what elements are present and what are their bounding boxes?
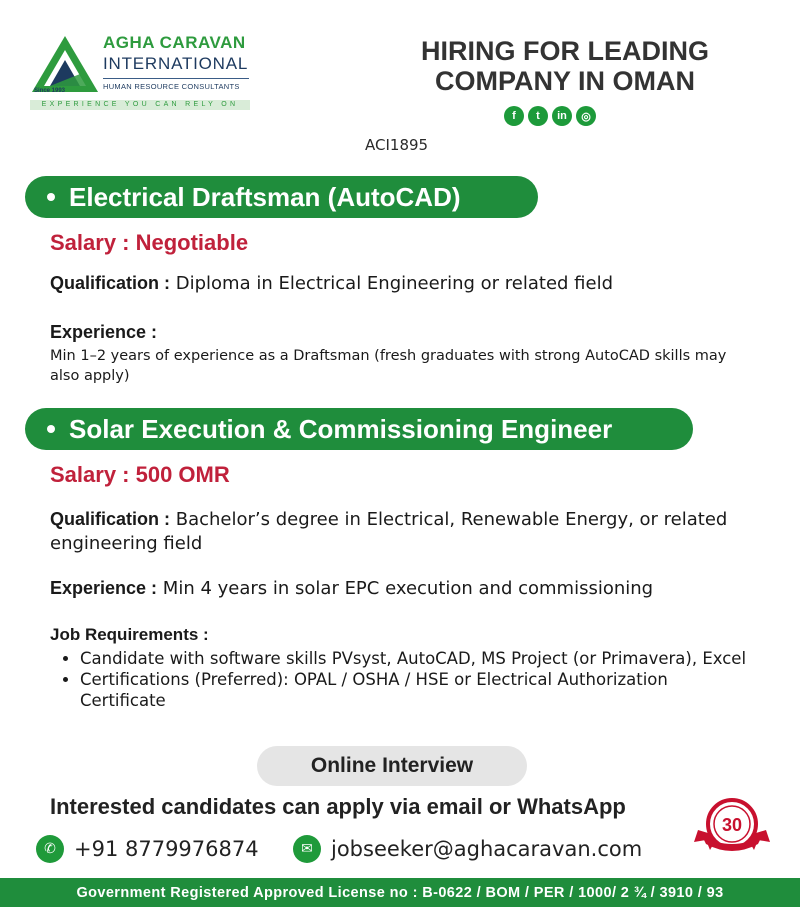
email-contact[interactable]: [293, 835, 642, 863]
title-line1: HIRING FOR LEADING: [421, 36, 709, 66]
job-qualification: [50, 271, 770, 296]
logo-name-line2: INTERNATIONAL: [103, 54, 249, 73]
interview-badge: Online Interview: [257, 746, 527, 786]
experience-label: Experience :: [50, 322, 158, 342]
twitter-icon[interactable]: t: [528, 106, 548, 126]
phone-number[interactable]: +91 8779976874: [74, 837, 259, 861]
company-logo-mark: [30, 34, 100, 96]
job-title-pill: [25, 408, 693, 450]
job-title: Solar Execution & Commissioning Engineer: [69, 413, 613, 444]
title-line2: COMPANY IN OMAN: [434, 66, 695, 96]
job-salary: Salary : Negotiable: [50, 230, 249, 255]
social-links: [504, 106, 596, 126]
phone-contact[interactable]: [36, 835, 259, 863]
qualification-text: Bachelor’s degree in Electrical, Renewable Energy, or related engineering field: [50, 509, 728, 554]
job-experience: [50, 576, 770, 601]
reference-code: ACI1895: [365, 136, 429, 154]
logo-since: Since 1993: [34, 88, 66, 94]
qualification-label: Qualification :: [50, 273, 171, 293]
anniversary-badge-icon: [692, 796, 772, 858]
list-item: • Certifications (Preferred): OPAL / OSHA / HSE or Electrical Authorization Certificate: [80, 669, 750, 711]
email-icon: ✉: [293, 835, 321, 863]
experience-text: Min 1–2 years of experience as a Draftsman (fresh graduates with strong AutoCAD skills may also apply): [50, 348, 727, 384]
badge-number: 30: [721, 815, 743, 835]
bullet-icon: [47, 193, 55, 201]
apply-instructions: Interested candidates can apply via email or WhatsApp: [50, 794, 626, 819]
job-title-pill: [25, 176, 538, 218]
email-address[interactable]: jobseeker@aghacaravan.com: [331, 837, 643, 861]
experience-text: Min 4 years in solar EPC execution and commissioning: [162, 578, 654, 599]
linkedin-icon[interactable]: in: [552, 106, 572, 126]
page-title: [360, 36, 770, 96]
whatsapp-icon: ✆: [36, 835, 64, 863]
qualification-label: Qualification :: [50, 509, 171, 529]
job-salary: Salary : 500 OMR: [50, 462, 230, 487]
list-item: • Candidate with software skills PVsyst, AutoCAD, MS Project (or Primavera), Excel: [80, 648, 750, 669]
logo-divider: [103, 78, 249, 79]
job-title: Electrical Draftsman (AutoCAD): [69, 181, 461, 212]
job-qualification: [50, 507, 762, 556]
requirements-list: [50, 648, 750, 711]
license-footer: Government Registered Approved License no : B-0622 / BOM / PER / 1000/ 2 ¾ / 3910 / 93: [0, 878, 800, 907]
logo-subtitle: HUMAN RESOURCE CONSULTANTS: [103, 82, 240, 91]
requirements-label: Job Requirements :: [50, 625, 209, 644]
qualification-text: Diploma in Electrical Engineering or related field: [175, 273, 614, 294]
instagram-icon[interactable]: ◎: [576, 106, 596, 126]
facebook-icon[interactable]: f: [504, 106, 524, 126]
logo-name-line1: AGHA CARAVAN: [103, 33, 246, 52]
logo-tagline: EXPERIENCE YOU CAN RELY ON: [30, 100, 250, 110]
bullet-icon: [47, 425, 55, 433]
experience-label: Experience :: [50, 578, 158, 598]
